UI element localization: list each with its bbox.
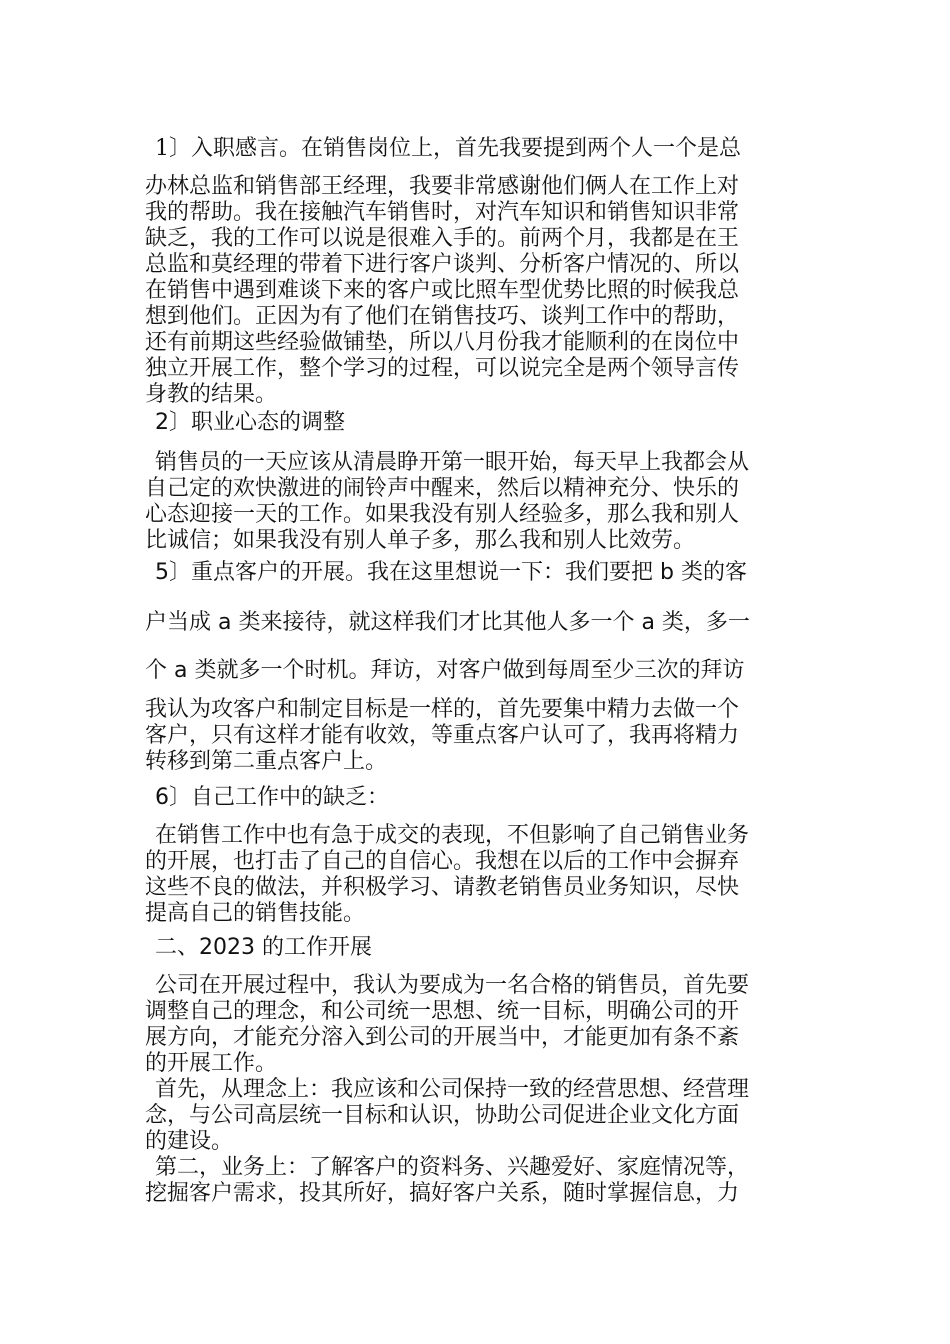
text-line: 自己定的欢快激进的闹铃声中醒来，然后以精神充分、快乐的 (145, 476, 740, 501)
text-line: 这些不良的做法，并积极学习、请教老销售员业务知识，尽快 (145, 875, 740, 900)
section-heading: 2〕职业心态的调整 (155, 410, 345, 435)
text-line: 还有前期这些经验做铺垫，所以八月份我才能顺利的在岗位中 (145, 330, 740, 355)
text-line: 独立开展工作，整个学习的过程，可以说完全是两个领导言传 (145, 356, 740, 381)
text-line: 户当成 a 类来接待，就这样我们才比其他人多一个 a 类，多一 (145, 610, 750, 635)
text-line: 调整自己的理念，和公司统一思想、统一目标，明确公司的开 (145, 999, 740, 1024)
text-line: 转移到第二重点客户上。 (145, 749, 388, 774)
text-line: 1〕入职感言。在销售岗位上，首先我要提到两个人一个是总 (155, 136, 741, 161)
text-line: 的开展，也打击了自己的自信心。我想在以后的工作中会摒弃 (145, 849, 740, 874)
text-line: 我认为攻客户和制定目标是一样的，首先要集中精力去做一个 (145, 697, 740, 722)
text-line: 在销售工作中也有急于成交的表现，不但影响了自己销售业务 (155, 823, 750, 848)
text-line: 的建设。 (145, 1129, 234, 1154)
text-line: 首先，从理念上：我应该和公司保持一致的经营思想、经营理 (155, 1077, 750, 1102)
text-line: 公司在开展过程中，我认为要成为一名合格的销售员，首先要 (155, 973, 750, 998)
text-line: 挖掘客户需求，投其所好，搞好客户关系，随时掌握信息，力 (145, 1181, 740, 1206)
section-heading: 二、2023 的工作开展 (155, 935, 372, 960)
text-line: 比诚信；如果我没有别人单子多，那么我和别人比效劳。 (145, 528, 696, 553)
text-line: 缺乏，我的工作可以说是很难入手的。前两个月，我都是在王 (145, 226, 740, 251)
text-line: 办林总监和销售部王经理，我要非常感谢他们俩人在工作上对 (145, 174, 740, 199)
text-line: 念，与公司高层统一目标和认识，协助公司促进企业文化方面 (145, 1103, 740, 1128)
text-line: 想到他们。正因为有了他们在销售技巧、谈判工作中的帮助， (145, 304, 740, 329)
text-line: 客户，只有这样才能有收效，等重点客户认可了，我再将精力 (145, 723, 740, 748)
text-line: 个 a 类就多一个时机。拜访，对客户做到每周至少三次的拜访 (145, 658, 745, 683)
text-line: 我的帮助。我在接触汽车销售时，对汽车知识和销售知识非常 (145, 200, 740, 225)
text-line: 销售员的一天应该从清晨睁开第一眼开始，每天早上我都会从 (155, 450, 750, 475)
text-line: 身教的结果。 (145, 382, 278, 407)
text-line: 第二，业务上：了解客户的资料务、兴趣爱好、家庭情况等， (155, 1155, 750, 1180)
text-line: 在销售中遇到难谈下来的客户或比照车型优势比照的时候我总 (145, 278, 740, 303)
section-heading: 6〕自己工作中的缺乏： (155, 785, 389, 810)
text-line: 5〕重点客户的开展。我在这里想说一下：我们要把 b 类的客 (155, 560, 747, 585)
text-line: 提高自己的销售技能。 (145, 901, 366, 926)
text-line: 展方向，才能充分溶入到公司的开展当中，才能更加有条不紊 (145, 1025, 740, 1050)
text-line: 的开展工作。 (145, 1051, 278, 1076)
text-line: 心态迎接一天的工作。如果我没有别人经验多，那么我和别人 (145, 502, 740, 527)
text-line: 总监和莫经理的带着下进行客户谈判、分析客户情况的、所以 (145, 252, 740, 277)
